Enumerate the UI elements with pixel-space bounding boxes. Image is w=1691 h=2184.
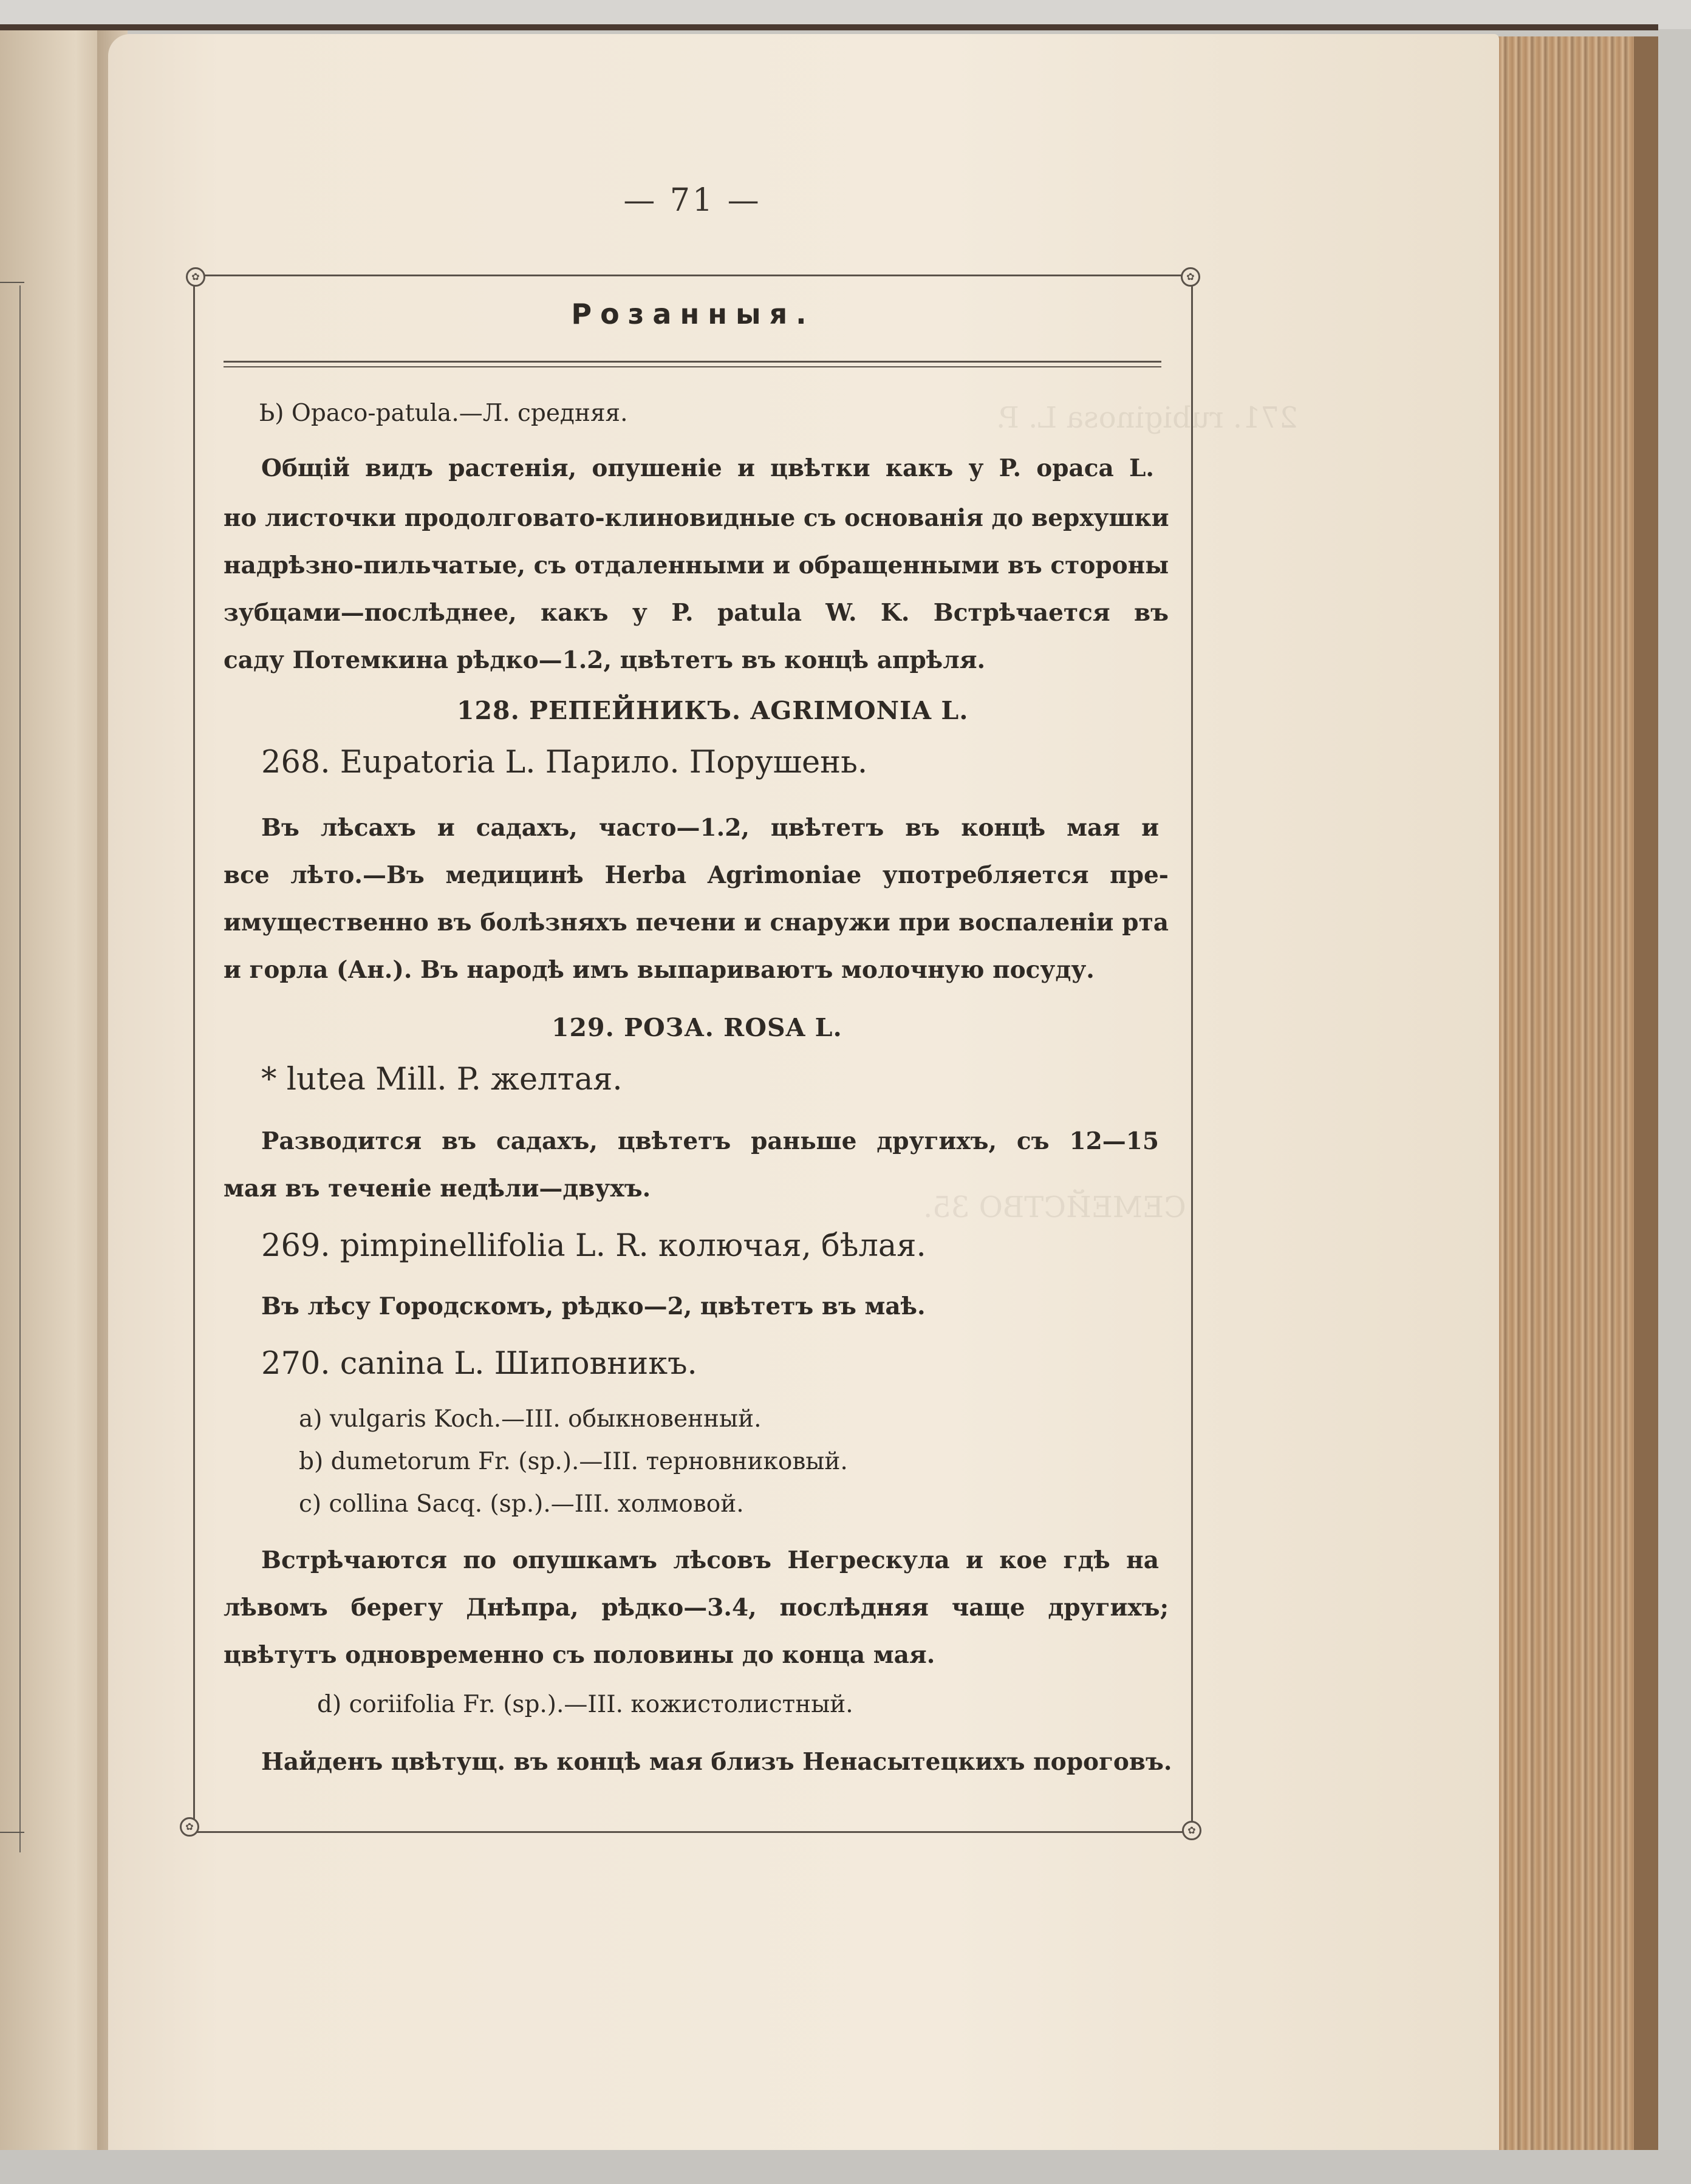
bleed-through-text: 271. rubiginosa L. P. [996,401,1298,435]
text-line: Найденъ цвѣтущ. въ концѣ мая близъ Ненасытецкихъ пороговъ. [261,1748,1172,1776]
text-line: мая въ теченіе недѣли—двухъ. [224,1175,651,1203]
genus-heading: 128. РЕПЕЙНИКЪ. AGRIMONIA L. [457,696,969,725]
text-line: и горла (Ан.). Въ народѣ имъ выпариваютъ молочную посуду. [224,956,1095,984]
text-line: саду Потемкина рѣдко—1.2, цвѣтетъ въ концѣ апрѣля. [224,646,986,674]
page-stack-edges [1482,36,1658,2150]
left-page-frame-vertical [19,285,21,1852]
variety-line: c) collina Sacq. (sp.).—III. холмовой. [299,1490,744,1518]
genus-heading: 129. РОЗА. ROSA L. [552,1013,842,1042]
page-number: — 71 — [623,182,762,219]
text-line: Встрѣчаются по опушкамъ лѣсовъ Негрескула и кое гдѣ на [261,1546,1159,1574]
variety-line: d) coriifolia Fr. (sp.).—III. кожистолистный. [317,1691,853,1718]
text-line: имущественно въ болѣзняхъ печени и снаружи при воспаленіи рта [224,909,1169,937]
variety-line: Ь) Opaco-patula.—Л. средняя. [259,400,628,427]
left-page-frame-line-bottom [0,1832,24,1833]
text-line: зубцами—послѣднее, какъ у P. patula W. K. Встрѣчается въ [224,599,1169,627]
variety-line: b) dumetorum Fr. (sp.).—III. терновниковый. [299,1448,848,1475]
text-line: Въ лѣсахъ и садахъ, часто—1.2, цвѣтетъ въ концѣ мая и [261,814,1159,842]
text-line: лѣвомъ берегу Днѣпра, рѣдко—3.4, послѣдняя чаще другихъ; [224,1594,1169,1622]
left-page-edge [0,30,108,2150]
text-line: надрѣзно-пильчатые, съ отдаленными и обращенными въ стороны [224,551,1169,579]
species-heading: 269. pimpinellifolia L. R. колючая, бѣлая. [261,1228,926,1264]
left-page-frame-line-top [0,282,24,283]
book-cover-right [1634,36,1658,2150]
frame-corner-ornament: ✿ [180,1817,199,1837]
bleed-through-text: СЕМЕЙСТВО 35. [923,1190,1186,1224]
text-line: но листочки продолговато-клиновидные съ основанія до верхушки [224,504,1169,532]
text-line: Разводится въ садахъ, цвѣтетъ раньше другихъ, съ 12—15 [261,1127,1159,1155]
book-cover-edge [0,24,1658,30]
scan-bottom-band [0,2150,1691,2184]
frame-corner-ornament: ✿ [1182,1821,1201,1840]
species-heading: * lutea Mill. P. желтая. [261,1062,623,1097]
heading-rule-top [224,361,1161,363]
text-line: цвѣтутъ одновременно съ половины до конца мая. [224,1641,935,1669]
text-line: все лѣто.—Въ медицинѣ Herba Agrimoniae употребляется пре- [224,861,1169,889]
variety-line: а) vulgaris Koch.—III. обыкновенный. [299,1405,762,1433]
heading-rule-bottom [224,366,1161,367]
species-heading: 270. canina L. Шиповникъ. [261,1346,697,1382]
text-line: Общій видъ растенія, опушеніе и цвѣтки какъ у P. opaca L. [261,454,1154,482]
text-line: Въ лѣсу Городскомъ, рѣдко—2, цвѣтетъ въ маѣ. [261,1292,926,1320]
frame-corner-ornament: ✿ [1181,267,1200,287]
frame-corner-ornament: ✿ [186,267,205,287]
section-heading: Розанныя. [571,298,815,330]
species-heading: 268. Eupatoria L. Парило. Порушень. [261,745,868,780]
